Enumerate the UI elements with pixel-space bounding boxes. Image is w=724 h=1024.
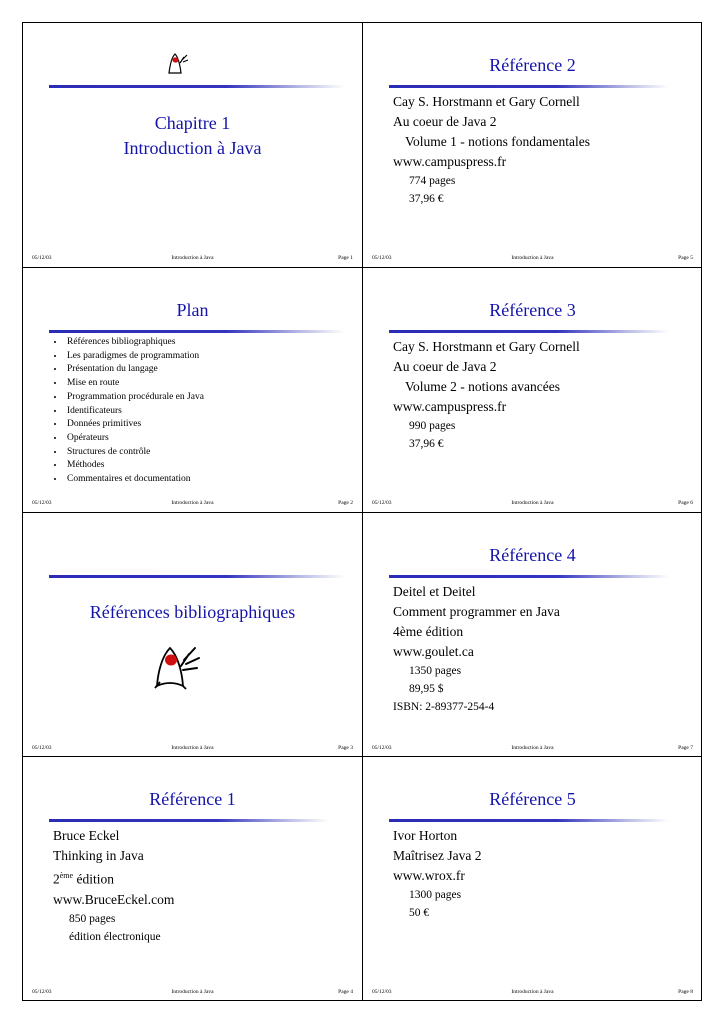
- plan-list-item: • Les paradigmes de programmation: [65, 350, 204, 364]
- plan-list-item: • Mise en route: [65, 377, 204, 391]
- duke-mascot-icon: [167, 51, 189, 75]
- slide-title: Référence 5: [489, 789, 576, 809]
- duke-mascot-icon: [153, 638, 205, 690]
- reference-details: Cay S. Horstmann et Gary Cornell Au coeur de Java 2 Volume 2 - notions avancées www.campuspress.fr 990 pages 37,96 €: [393, 339, 580, 450]
- reference-details: Cay S. Horstmann et Gary Cornell Au coeur de Java 2 Volume 1 - notions fondamentales www.campuspress.fr 774 pages 37,96 €: [393, 94, 590, 205]
- slide-title: Références bibliographiques: [89, 602, 296, 622]
- plan-list-item: • Programmation procédurale en Java: [65, 391, 204, 405]
- slide-7: Référence 4 Deitel et Deitel Comment programmer en Java 4ème édition www.goulet.ca 1350 pages 89,95 $ ISBN: 2-89377-254-4 05/12/03 Introduction à Java Page 7: [363, 513, 702, 757]
- slide-title: Référence 2: [489, 55, 576, 75]
- slide-2: Plan • Références bibliographiques • Les paradigmes de programmation • Présentation du langage • Mise en route • Programmation procédurale en Java • Identificateurs • Données primitives • Opérateurs • Structures de contrôle • Méthodes • Commentaires et documentation 05/12/03 Introduction à Java Page 2: [23, 268, 362, 512]
- plan-list-item: • Méthodes: [65, 459, 204, 473]
- title-rule: [49, 85, 345, 88]
- plan-list-item: • Identificateurs: [65, 405, 204, 419]
- slide-title: Référence 1: [149, 789, 236, 809]
- reference-details: Ivor Horton Maîtrisez Java 2 www.wrox.fr 1300 pages 50 €: [393, 828, 482, 919]
- title-rule: [389, 819, 669, 822]
- plan-list-item: • Présentation du langage: [65, 363, 204, 377]
- slide-title: Référence 3: [489, 300, 576, 320]
- plan-list: [51, 336, 204, 487]
- slide-8: Référence 5 Ivor Horton Maîtrisez Java 2 www.wrox.fr 1300 pages 50 € 05/12/03 Introduction à Java Page 8: [363, 757, 702, 1001]
- plan-list-item: • Données primitives: [65, 418, 204, 432]
- slide-3: Références bibliographiques 05/12/03 Introduction à Java Page 3: [23, 513, 362, 757]
- plan-list-item: • Références bibliographiques: [65, 336, 204, 350]
- slide-title: Chapitre 1 Introduction à Java: [123, 113, 262, 158]
- title-rule: [389, 575, 669, 578]
- title-rule: [389, 330, 669, 333]
- handout-page: [22, 22, 702, 1001]
- slide-title: Plan: [176, 300, 209, 320]
- reference-details: Bruce Eckel Thinking in Java 2ème édition www.BruceEckel.com 850 pages édition électronique: [53, 828, 175, 943]
- plan-list-item: • Commentaires et documentation: [65, 473, 204, 487]
- slide-title: Référence 4: [489, 545, 576, 565]
- title-rule: [49, 330, 345, 333]
- title-rule: [49, 819, 329, 822]
- slide-6: Référence 3 Cay S. Horstmann et Gary Cornell Au coeur de Java 2 Volume 2 - notions avancées www.campuspress.fr 990 pages 37,96 € 05/12/03 Introduction à Java Page 6: [363, 268, 702, 512]
- plan-list-item: • Opérateurs: [65, 432, 204, 446]
- slide-1: Chapitre 1 Introduction à Java 05/12/03 Introduction à Java Page 1: [23, 23, 362, 267]
- title-rule: [49, 575, 345, 578]
- slide-5: Référence 2 Cay S. Horstmann et Gary Cornell Au coeur de Java 2 Volume 1 - notions fondamentales www.campuspress.fr 774 pages 37,96 € 05/12/03 Introduction à Java Page 5: [363, 23, 702, 267]
- slide-4: Référence 1 Bruce Eckel Thinking in Java 2ème édition www.BruceEckel.com 850 pages édition électronique 05/12/03 Introduction à Java Page 4: [23, 757, 362, 1001]
- reference-details: Deitel et Deitel Comment programmer en Java 4ème édition www.goulet.ca 1350 pages 89,95 $ ISBN: 2-89377-254-4: [393, 584, 560, 713]
- plan-list-item: • Structures de contrôle: [65, 446, 204, 460]
- title-rule: [389, 85, 669, 88]
